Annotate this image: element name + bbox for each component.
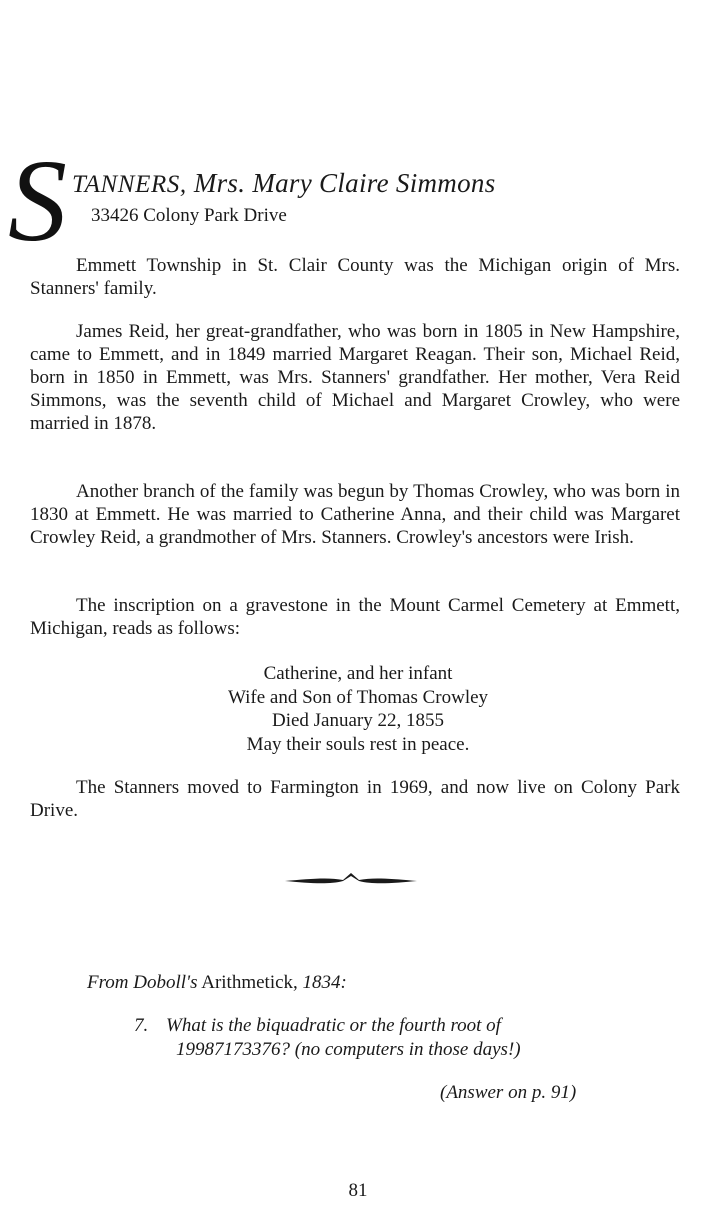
paragraph-origin bbox=[30, 254, 680, 300]
entry-title bbox=[72, 168, 496, 199]
gravestone-inscription bbox=[0, 662, 716, 756]
source-book-title: Arithmetick, bbox=[197, 972, 298, 993]
source-year: 1834: bbox=[297, 972, 347, 993]
paragraph-farmington bbox=[30, 776, 680, 822]
paragraph-reid-lineage bbox=[30, 320, 680, 435]
paragraph-reid-text: James Reid, her great-grandfather, who was born in 1805 in New Hampshire, came to Emmett, and in 1849 married Margaret Reagan. Their son, Michael Reid, born in 1850 in Emmett, was Mrs. Stanners' grandfather. Her mother, Vera Reid Simmons, was the seventh child of Michael and Margaret Crowley, who were married in 1878. bbox=[30, 321, 680, 434]
arithmetic-question bbox=[134, 1014, 612, 1062]
entry-address: 33426 Colony Park Drive bbox=[91, 205, 287, 226]
source-citation bbox=[87, 972, 347, 994]
answer-reference: (Answer on p. 91) bbox=[440, 1082, 577, 1103]
paragraph-crowley-text: Another branch of the family was begun by Thomas Crowley, who was born in 1830 at Emmett. He was married to Catherine Anna, and their child was Margaret Crowley Reid, a grandmother of Mrs. Stanners. Crowley's ancestors were Irish. bbox=[30, 481, 680, 548]
source-prefix: From Doboll's bbox=[87, 972, 198, 993]
inscription-line: Died January 22, 1855 bbox=[271, 710, 445, 731]
drop-cap-letter: S bbox=[8, 135, 67, 266]
question-number: 7. bbox=[134, 1015, 149, 1036]
page-number: 81 bbox=[348, 1180, 368, 1201]
entry-given-name: Mrs. Mary Claire Simmons bbox=[186, 168, 496, 198]
paragraph-farmington-text: The Stanners moved to Farmington in 1969, and now live on Colony Park Drive. bbox=[30, 777, 680, 821]
paragraph-gravestone-text: The inscription on a gravestone in the Mount Carmel Cemetery at Emmett, Michigan, reads as follows: bbox=[30, 595, 680, 639]
flourish-ornament bbox=[283, 868, 419, 890]
question-line-1: What is the biquadratic or the fourth root of bbox=[166, 1015, 501, 1036]
entry-surname: TANNERS, bbox=[72, 171, 187, 198]
paragraph-crowley-branch bbox=[30, 480, 680, 549]
paragraph-origin-text: Emmett Township in St. Clair County was the Michigan origin of Mrs. Stanners' family. bbox=[30, 255, 680, 299]
question-line-2: 19987173376? (no computers in those days!) bbox=[176, 1039, 521, 1060]
paragraph-gravestone-intro bbox=[30, 594, 680, 640]
inscription-line: Catherine, and her infant bbox=[263, 663, 453, 684]
inscription-line: May their souls rest in peace. bbox=[246, 733, 470, 755]
inscription-line: Wife and Son of Thomas Crowley bbox=[227, 686, 489, 708]
